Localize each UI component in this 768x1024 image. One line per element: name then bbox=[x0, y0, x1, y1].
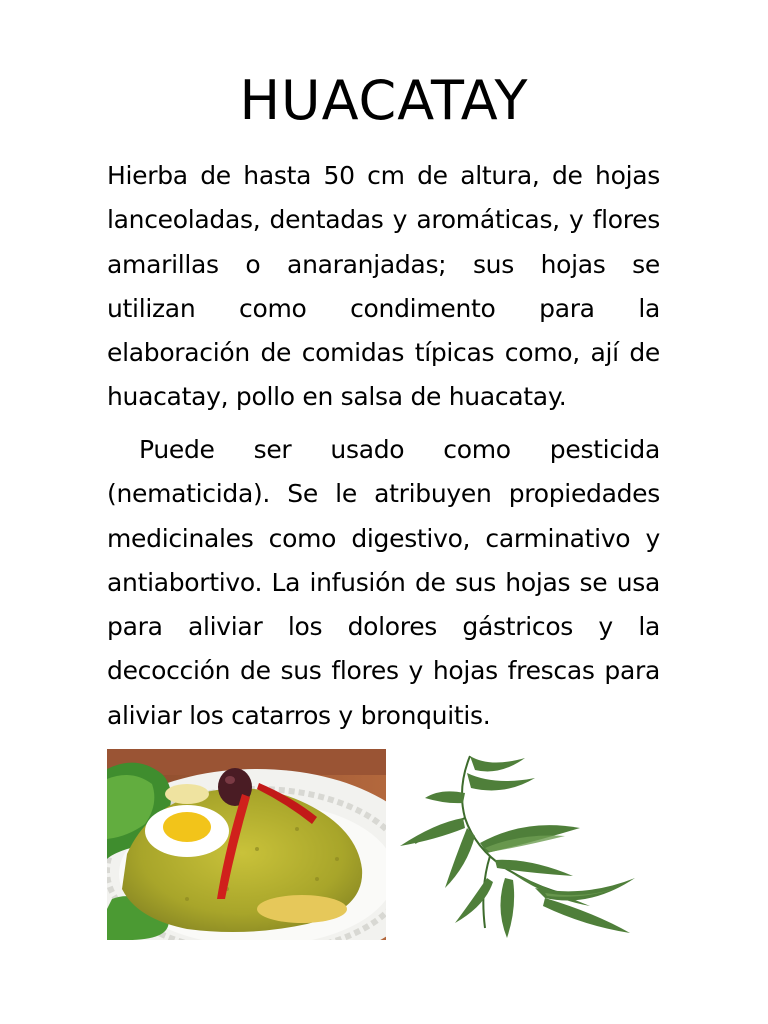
page-title: HUACATAY bbox=[239, 69, 529, 132]
paragraph-description: Hierba de hasta 50 cm de altura, de hojas lanceoladas, dentadas y aromáticas, y flores amarillas o anaranjadas; sus hojas se utilizan como condimento para la elaboración de comidas típicas como, ají de huacatay, pollo en salsa de huacatay. bbox=[107, 161, 660, 412]
paragraph-uses: Puede ser usado como pesticida (nematicida). Se le atribuyen propiedades medicinales como digestivo, carminativo y antiabortivo. La infusión de sus hojas se usa para aliviar los dolores gástricos y la decocción de sus flores y hojas frescas para aliviar los catarros y bronquitis. bbox=[107, 435, 660, 730]
plant-photo bbox=[395, 748, 640, 940]
dish-photo bbox=[107, 749, 386, 940]
